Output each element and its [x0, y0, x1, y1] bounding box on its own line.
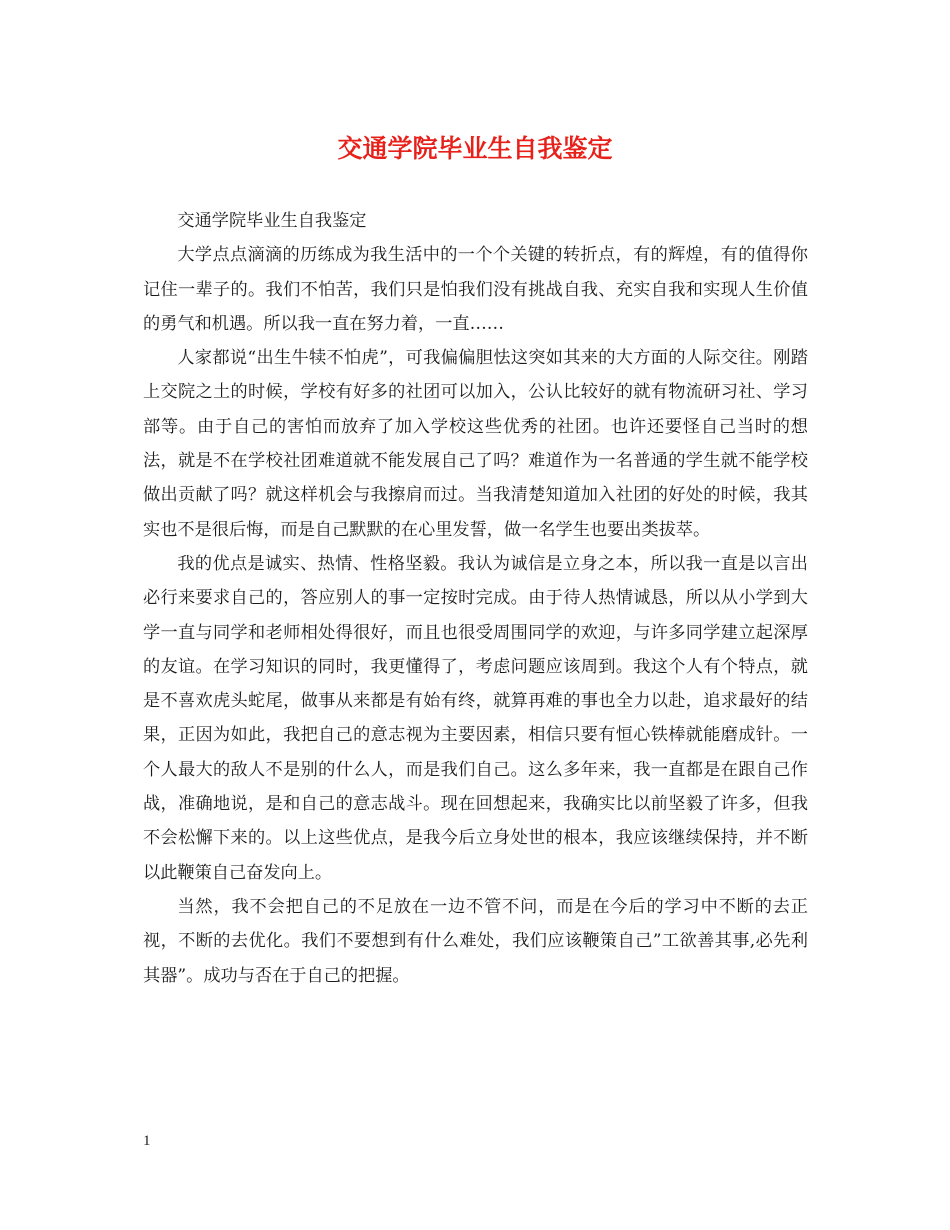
paragraph-2: 人家都说“出生牛犊不怕虎”，可我偏偏胆怯这突如其来的大方面的人际交往。刚踏上交院之土的时候，学校有好多的社团可以加入，公认比较好的就有物流研习社、学习部等。由于自己的害怕而放弃了加入学校这些优秀的社团。也许还要怪自己当时的想法，就是不在学校社团难道就不能发展自己了吗？难道作为一名普通的学生就不能学校做出贡献了吗？就这样机会与我擦肩而过。当我清楚知道加入社团的好处的时候，我其实也不是很后悔，而是自己默默的在心里发誓，做一名学生也要出类拔萃。 — [143, 348, 808, 540]
document-body — [143, 204, 808, 993]
paragraph-heading: 交通学院毕业生自我鉴定 — [177, 211, 367, 231]
paragraph-4: 当然，我不会把自己的不足放在一边不管不问，而是在今后的学习中不断的去正视，不断的去优化。我们不要想到有什么难处，我们应该鞭策自己”工欲善其事,必先利其器”。成功与否在于自己的把握。 — [143, 896, 808, 986]
page-number: 1 — [143, 1133, 151, 1149]
paragraph-1: 大学点点滴滴的历练成为我生活中的一个个关键的转折点，有的辉煌，有的值得你记住一辈子的。我们不怕苦，我们只是怕我们没有挑战自我、充实自我和实现人生价值的勇气和机遇。所以我一直在努力着，一直…… — [143, 245, 808, 334]
paragraph-3: 我的优点是诚实、热情、性格坚毅。我认为诚信是立身之本，所以我一直是以言出必行来要求自己的，答应别人的事一定按时完成。由于待人热情诚恳，所以从小学到大学一直与同学和老师相处得很好，而且也很受周围同学的欢迎，与许多同学建立起深厚的友谊。在学习知识的同时，我更懂得了，考虑问题应该周到。我这个人有个特点，就是不喜欢虎头蛇尾，做事从来都是有始有终，就算再难的事也全力以赴，追求最好的结果，正因为如此，我把自己的意志视为主要因素，相信只要有恒心铁棒就能磨成针。一个人最大的敌人不是别的什么人，而是我们自己。这么多年来，我一直都是在跟自己作战，准确地说，是和自己的意志战斗。现在回想起来，我确实比以前坚毅了许多，但我不会松懈下来的。以上这些优点，是我今后立身处世的根本，我应该继续保持，并不断以此鞭策自己奋发向上。 — [143, 553, 808, 883]
document-title: 交通学院毕业生自我鉴定 — [337, 134, 613, 163]
